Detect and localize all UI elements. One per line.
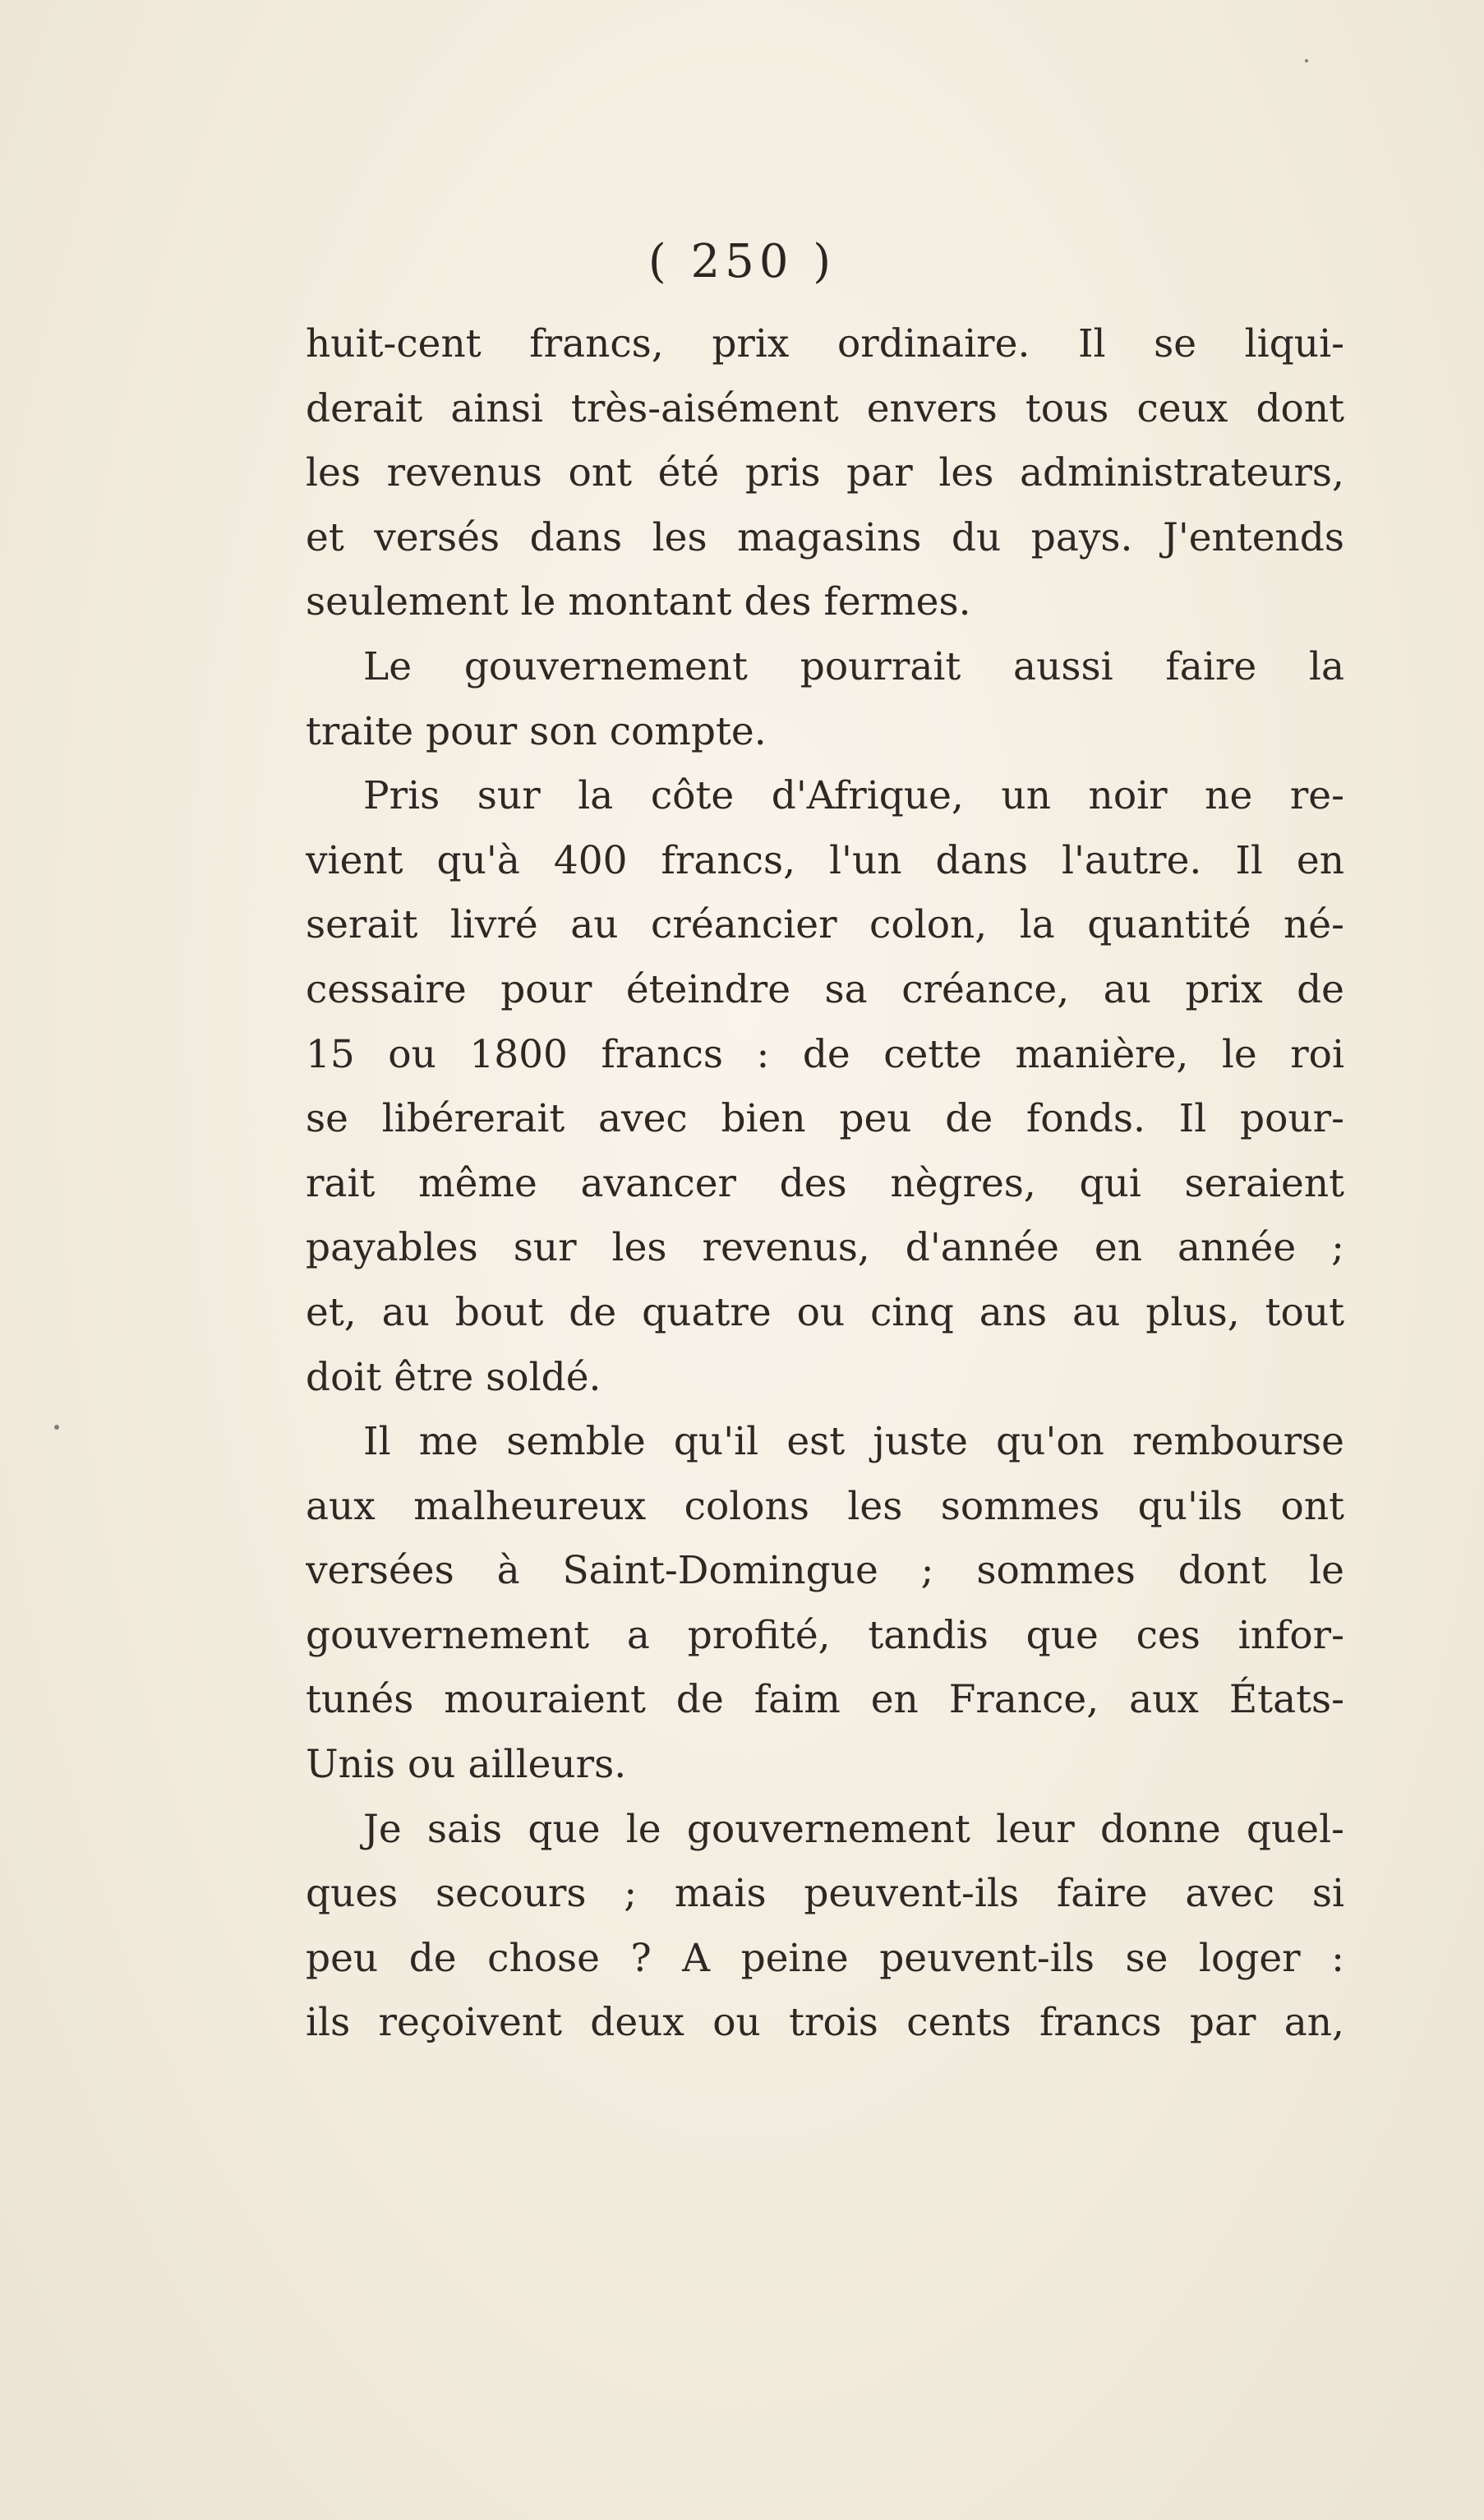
text-line: traite pour son compte. (306, 708, 767, 754)
text-line: cessaire pour éteindre sa créance, au prix de (306, 966, 1344, 1012)
text-line: et, au bout de quatre ou cinq ans au plus, tout (306, 1289, 1344, 1335)
body-text (306, 312, 1344, 2056)
ink-speck (1305, 59, 1308, 62)
text-line: et versés dans les magasins du pays. J'entends (306, 514, 1344, 560)
text-line: Unis ou ailleurs. (306, 1742, 627, 1788)
text-line: payables sur les revenus, d'année en année ; (306, 1225, 1344, 1271)
text-line: se libérerait avec bien peu de fonds. Il pour- (306, 1096, 1344, 1142)
text-line: Pris sur la côte d'Afrique, un noir ne re- (363, 773, 1344, 819)
text-line: aux malheureux colons les sommes qu'ils ont (306, 1483, 1344, 1529)
text-line: rait même avancer des nègres, qui seraient (306, 1160, 1344, 1206)
ink-speck (54, 1425, 59, 1430)
text-line: les revenus ont été pris par les administrateurs, (306, 450, 1344, 496)
text-line: derait ainsi très-aisément envers tous ceux dont (306, 385, 1344, 431)
text-line: peu de chose ? A peine peuvent-ils se loger : (306, 1935, 1344, 1981)
text-line: versées à Saint-Domingue ; sommes dont le (306, 1548, 1344, 1594)
text-line: ils reçoivent deux ou trois cents francs par an, (306, 2000, 1344, 2046)
text-line: Le gouvernement pourrait aussi faire la (363, 643, 1344, 689)
text-line: doit être soldé. (306, 1354, 601, 1400)
text-line: Je sais que le gouvernement leur donne quel- (363, 1806, 1344, 1852)
text-line: ques secours ; mais peuvent-ils faire avec si (306, 1871, 1344, 1917)
text-line: tunés mouraient de faim en France, aux États- (306, 1677, 1344, 1723)
text-line: huit-cent francs, prix ordinaire. Il se liqui- (306, 321, 1344, 366)
text-line: seulement le montant des fermes. (306, 579, 971, 625)
page-number: ( 250 ) (648, 235, 836, 288)
text-line: Il me semble qu'il est juste qu'on rembourse (363, 1419, 1344, 1465)
text-line: gouvernement a profité, tandis que ces infor- (306, 1612, 1344, 1658)
text-line: 15 ou 1800 francs : de cette manière, le roi (306, 1031, 1344, 1077)
text-line: serait livré au créancier colon, la quantité né- (306, 902, 1344, 948)
text-line: vient qu'à 400 francs, l'un dans l'autre. Il en (306, 837, 1344, 883)
